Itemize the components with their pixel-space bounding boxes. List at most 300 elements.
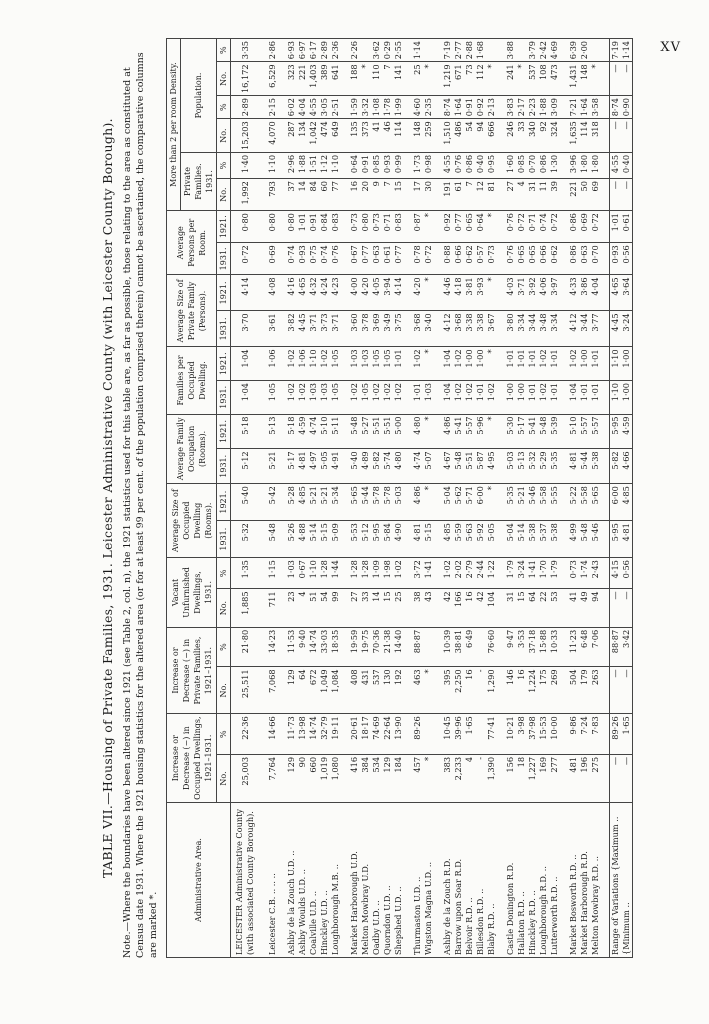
sub-1921: 1921.	[217, 347, 231, 381]
table-cell: 5·95	[610, 521, 622, 558]
table-cell: 5·82	[610, 449, 622, 484]
table-cell: 0·86	[464, 152, 475, 178]
spacer-cell	[560, 414, 568, 449]
table-cell: 16,172	[231, 62, 260, 96]
table-cell: 4·20	[360, 275, 371, 311]
spacer-cell	[259, 803, 267, 958]
row-spacer	[341, 39, 349, 958]
table-cell: 3·48	[538, 311, 549, 347]
table-cell: 1·35	[231, 558, 260, 589]
table-cell: 4	[297, 589, 308, 627]
table-cell: 191	[442, 179, 453, 211]
table-cell: 0·91	[308, 211, 319, 243]
spacer-cell	[341, 627, 349, 667]
spacer-cell	[497, 179, 505, 211]
table-cell: *	[486, 211, 497, 243]
table-cell: 16	[464, 589, 475, 627]
table-cell: 4·18	[453, 275, 464, 311]
table-cell: 60	[319, 179, 330, 211]
table-cell: 269	[549, 667, 560, 714]
table-cell: —	[610, 119, 622, 153]
spacer-cell	[259, 449, 267, 484]
table-cell: 1·79	[505, 558, 516, 589]
table-cell: 8·74	[442, 96, 453, 119]
table-cell: 41	[568, 589, 579, 627]
spacer-cell	[341, 211, 349, 243]
table-cell: 537	[371, 667, 382, 714]
table-cell: 5·65	[349, 484, 360, 521]
area-name: Range of Variations {Maximum ..	[610, 803, 622, 958]
spacer-cell	[434, 96, 442, 119]
table-cell: 7,764	[267, 754, 278, 802]
table-cell: 129	[382, 754, 393, 802]
table-cell: 1,635	[568, 119, 579, 153]
table-cell: *	[486, 347, 497, 381]
spacer-cell	[560, 714, 568, 755]
table-cell: 5·27	[360, 414, 371, 449]
table-cell: 1·00	[475, 347, 486, 381]
table-cell: *	[423, 754, 434, 802]
area-name: Quorndon U.D. ..	[382, 803, 393, 958]
table-cell: 0·71	[527, 211, 538, 243]
sub-1931: 1931.	[217, 521, 231, 558]
table-cell: 1·00	[579, 347, 590, 381]
spacer-cell	[259, 414, 267, 449]
table-row	[464, 39, 475, 958]
table-cell: 3·24	[516, 558, 527, 589]
table-cell: 11·23	[568, 627, 579, 667]
table-cell: 4·23	[330, 275, 341, 311]
table-cell: 1,390	[486, 754, 497, 802]
sub-1921: 1921.	[217, 211, 231, 243]
table-row	[516, 39, 527, 958]
table-cell	[423, 39, 434, 62]
table-cell: 277	[549, 754, 560, 802]
spacer-cell	[259, 521, 267, 558]
table-cell: 1·02	[371, 380, 382, 414]
table-cell: 641	[330, 62, 341, 96]
table-cell: 5·03	[393, 484, 404, 521]
table-cell: 1·28	[319, 558, 330, 589]
table-cell: 649	[330, 119, 341, 153]
table-cell: 1·01	[590, 347, 601, 381]
spacer-cell	[259, 179, 267, 211]
table-cell: 0·75	[308, 243, 319, 275]
table-cell: 0·66	[538, 243, 549, 275]
table-cell: 1,224	[527, 667, 538, 714]
table-cell: 188	[349, 62, 360, 96]
spacer-cell	[560, 119, 568, 153]
table-cell: 7,068	[267, 667, 278, 714]
table-cell: 19·59	[349, 627, 360, 667]
spacer-cell	[404, 96, 412, 119]
table-cell: 7·19	[610, 39, 622, 62]
table-cell: 89·26	[610, 714, 622, 755]
table-cell: 1,049	[319, 667, 330, 714]
table-cell: 5·13	[516, 449, 527, 484]
table-cell: 0·91	[360, 152, 371, 178]
table-cell: 1·30	[549, 152, 560, 178]
spacer-cell	[404, 347, 412, 381]
table-cell: 1·01	[516, 347, 527, 381]
table-cell: 1·02	[382, 380, 393, 414]
table-cell: 3·68	[453, 311, 464, 347]
sub-no-1931: No.	[217, 119, 231, 153]
table-cell: 1·05	[267, 380, 278, 414]
table-cell: 4·80	[412, 414, 423, 449]
table-cell: 0·74	[538, 211, 549, 243]
table-cell: 5·05	[486, 521, 497, 558]
spacer-cell	[560, 62, 568, 96]
table-cell: 2·51	[330, 96, 341, 119]
table-cell: 5·18	[231, 414, 260, 449]
table-cell: 5·40	[231, 484, 260, 521]
table-cell: 9·86	[568, 714, 579, 755]
table-cell: 0·65	[464, 211, 475, 243]
table-cell: 0·65	[516, 243, 527, 275]
spacer-cell	[434, 627, 442, 667]
area-name: Blaby R.D. ..	[486, 803, 497, 958]
spacer-cell	[434, 714, 442, 755]
page-number: XV	[660, 40, 681, 55]
spacer-cell	[497, 62, 505, 96]
table-cell: 1·15	[267, 558, 278, 589]
table-cell: 146	[505, 667, 516, 714]
table-cell: 1,080	[330, 754, 341, 802]
spacer-cell	[601, 311, 610, 347]
table-cell: 4·24	[319, 275, 330, 311]
table-cell: 2·17	[516, 96, 527, 119]
spacer-cell	[404, 589, 412, 627]
table-cell: 5·04	[442, 484, 453, 521]
table-cell: 0·83	[330, 211, 341, 243]
table-cell: 134	[297, 119, 308, 153]
table-cell: 4·55	[442, 152, 453, 178]
spacer-cell	[497, 211, 505, 243]
table-cell: 22·36	[231, 714, 260, 755]
table-cell: 61	[453, 179, 464, 211]
table-cell: 5·58	[579, 484, 590, 521]
table-cell: 1·02	[453, 347, 464, 381]
table-cell: 6·17	[308, 39, 319, 62]
table-cell: 1·00	[621, 347, 633, 381]
spacer-cell	[278, 803, 286, 958]
table-cell: 246	[505, 119, 516, 153]
table-cell: 25,003	[231, 754, 260, 802]
table-cell: 6·02	[286, 96, 297, 119]
table-cell: 3·72	[412, 558, 423, 589]
table-cell: 5·74	[382, 449, 393, 484]
table-cell: 25	[412, 62, 423, 96]
table-cell: 5·14	[516, 521, 527, 558]
table-cell: 0·63	[579, 243, 590, 275]
table-cell: 0·73	[349, 211, 360, 243]
table-cell: 2·23	[527, 96, 538, 119]
table-cell: 1,290	[486, 667, 497, 714]
table-cell: 1·06	[297, 347, 308, 381]
table-cell: *	[423, 62, 434, 96]
header-vacant: Vacant Unfurnished Dwellings, 1931.	[167, 558, 217, 628]
table-cell: 1·03	[349, 347, 360, 381]
table-cell: 7	[382, 179, 393, 211]
table-cell	[475, 627, 486, 667]
table-cell: 4·03	[505, 275, 516, 311]
table-cell: 395	[442, 667, 453, 714]
table-cell: 0·76	[505, 211, 516, 243]
table-cell: 0·87	[412, 211, 423, 243]
table-cell: 5·48	[453, 449, 464, 484]
spacer-cell	[497, 803, 505, 958]
table-cell: 54	[464, 119, 475, 153]
table-cell: 3·83	[505, 96, 516, 119]
table-cell: 287	[286, 119, 297, 153]
table-cell: 14·74	[308, 714, 319, 755]
table-row	[360, 39, 371, 958]
table-cell: 5·63	[464, 521, 475, 558]
spacer-cell	[601, 39, 610, 62]
table-cell: 5·14	[308, 521, 319, 558]
spacer-cell	[601, 589, 610, 627]
table-cell: 1·05	[382, 347, 393, 381]
table-cell: 0·56	[621, 558, 633, 589]
spacer-cell	[278, 754, 286, 802]
spacer-cell	[560, 521, 568, 558]
area-name: Leicester C.B. .. .. ..	[267, 803, 278, 958]
spacer-cell	[404, 39, 412, 62]
table-cell: 30	[423, 179, 434, 211]
spacer-cell	[497, 39, 505, 62]
spacer-cell	[434, 380, 442, 414]
spacer-cell	[259, 627, 267, 667]
table-cell: 76·60	[486, 627, 497, 667]
table-cell: 4·55	[610, 152, 622, 178]
header-more-than-2: More than 2 per room Density.	[167, 39, 181, 211]
table-cell: 1·06	[267, 347, 278, 381]
spacer-cell	[278, 243, 286, 275]
table-cell: 1·01	[393, 347, 404, 381]
table-cell: 0·65	[527, 243, 538, 275]
spacer-cell	[497, 627, 505, 667]
table-cell	[516, 39, 527, 62]
spacer-cell	[601, 347, 610, 381]
table-cell: 3·97	[549, 275, 560, 311]
table-cell: 69	[590, 179, 601, 211]
spacer-cell	[497, 311, 505, 347]
table-cell: 5·35	[549, 449, 560, 484]
table-cell: 1·02	[453, 380, 464, 414]
table-cell: 4·80	[393, 449, 404, 484]
table-cell: 2·55	[393, 39, 404, 62]
table-cell: 94	[475, 119, 486, 153]
spacer-cell	[497, 414, 505, 449]
table-cell: 2·77	[453, 39, 464, 62]
table-cell: 0·29	[382, 39, 393, 62]
table-cell: 0·56	[621, 243, 633, 275]
table-cell: 32·79	[319, 714, 330, 755]
row-spacer	[434, 39, 442, 958]
table-cell: 11	[538, 179, 549, 211]
spacer-cell	[497, 152, 505, 178]
spacer-cell	[278, 275, 286, 311]
table-body	[231, 39, 633, 958]
table-cell: 1·01	[412, 380, 423, 414]
table-cell: 0·69	[267, 243, 278, 275]
table-cell: 27	[349, 589, 360, 627]
spacer-cell	[278, 714, 286, 755]
spacer-cell	[259, 152, 267, 178]
table-cell: 90	[297, 754, 308, 802]
table-cell: 4·89	[360, 449, 371, 484]
spacer-cell	[341, 667, 349, 714]
table-cell: 42	[442, 589, 453, 627]
table-cell: 1·02	[538, 380, 549, 414]
table-cell: 259	[423, 119, 434, 153]
table-cell: 793	[267, 179, 278, 211]
table-cell: 1·04	[231, 347, 260, 381]
table-cell: 3·40	[423, 311, 434, 347]
row-spacer	[560, 39, 568, 958]
table-row	[423, 39, 434, 958]
spacer-cell	[404, 152, 412, 178]
table-cell: 5·48	[579, 521, 590, 558]
table-cell: 5·13	[267, 414, 278, 449]
table-cell: 54	[319, 589, 330, 627]
table-cell: 9	[371, 179, 382, 211]
table-cell: 5·51	[371, 414, 382, 449]
table-cell: 2·35	[423, 96, 434, 119]
table-cell: 10·00	[549, 714, 560, 755]
table-cell: 0·73	[371, 211, 382, 243]
spacer-cell	[434, 414, 442, 449]
table-cell: 1·04	[442, 347, 453, 381]
table-cell: 1·02	[349, 380, 360, 414]
table-cell: 4·97	[308, 449, 319, 484]
table-cell: 4·95	[486, 449, 497, 484]
spacer-cell	[341, 275, 349, 311]
table-cell: 1·05	[371, 347, 382, 381]
table-cell: 3·92	[527, 275, 538, 311]
table-cell: 10·45	[442, 714, 453, 755]
table-cell: 3·77	[590, 311, 601, 347]
sub-1921: 1921.	[217, 275, 231, 311]
table-cell: 14	[371, 589, 382, 627]
table-cell: 5·21	[267, 449, 278, 484]
spacer-cell	[278, 152, 286, 178]
table-cell: 5·84	[382, 521, 393, 558]
table-cell: 5·92	[475, 521, 486, 558]
table-cell: 6·48	[579, 627, 590, 667]
table-cell: 148	[579, 62, 590, 96]
table-cell: 6·00	[610, 484, 622, 521]
table-row	[579, 39, 590, 958]
spacer-cell	[601, 449, 610, 484]
table-cell: 46	[382, 119, 393, 153]
table-cell: 5·15	[423, 521, 434, 558]
table-cell: 5·05	[319, 449, 330, 484]
table-cell: 10·39	[442, 627, 453, 667]
table-cell: —	[610, 754, 622, 802]
table-cell: —	[621, 179, 633, 211]
table-cell: 3·34	[516, 311, 527, 347]
table-cell: 4·04	[590, 275, 601, 311]
spacer-cell	[434, 803, 442, 958]
spacer-cell	[601, 667, 610, 714]
table-cell: 5·51	[382, 414, 393, 449]
table-cell: 0·76	[453, 152, 464, 178]
spacer-cell	[497, 754, 505, 802]
table-cell: 504	[568, 667, 579, 714]
spacer-cell	[341, 449, 349, 484]
spacer-cell	[278, 558, 286, 589]
table-cell: *	[423, 484, 434, 521]
table-cell: 14	[297, 179, 308, 211]
table-cell: 1·98	[382, 558, 393, 589]
table-cell: 3·71	[330, 311, 341, 347]
table-cell: 5·38	[549, 521, 560, 558]
spacer-cell	[341, 96, 349, 119]
spacer-cell	[259, 754, 267, 802]
sub-1931: 1931.	[217, 449, 231, 484]
spacer-cell	[278, 211, 286, 243]
table-cell: 184	[393, 754, 404, 802]
table-cell: 3·60	[349, 311, 360, 347]
table-row	[393, 39, 404, 958]
sub-1931: 1931.	[217, 380, 231, 414]
table-cell: 5·55	[549, 484, 560, 521]
table-note: Note.—Where the boundaries have been altered since 1921 (see Table 2, col. n), the 1921 statistics used for this table are, as far as possible, those relating to the area as constituted at Census date 1931. Where the 1921 housing statistics for the altered area (or for at least 99 per cent. of the population comprised therein) cannot be ascertained, the comparative columns are marked *.	[122, 52, 159, 958]
table-cell: 38	[412, 589, 423, 627]
table-cell: 15·53	[538, 714, 549, 755]
table-cell: 660	[308, 754, 319, 802]
table-cell: 5·12	[231, 449, 260, 484]
table-cell: 0·67	[349, 243, 360, 275]
spacer-cell	[341, 754, 349, 802]
spacer-cell	[259, 347, 267, 381]
table-cell: 3·94	[382, 275, 393, 311]
table-cell: 4·59	[297, 414, 308, 449]
table-cell: 1·10	[308, 347, 319, 381]
table-cell: 324	[549, 119, 560, 153]
spacer-cell	[278, 484, 286, 521]
table-cell: -	[475, 754, 486, 802]
table-cell: *	[423, 211, 434, 243]
spacer-cell	[434, 39, 442, 62]
spacer-cell	[560, 96, 568, 119]
sub-1931: 1931.	[217, 311, 231, 347]
table-cell: 0·72	[231, 243, 260, 275]
table-cell: 0·86	[568, 211, 579, 243]
spacer-cell	[434, 152, 442, 178]
area-name: Ashby Woulds U.D. ..	[297, 803, 308, 958]
table-cell: 0·80	[286, 211, 297, 243]
table-cell: —	[610, 589, 622, 627]
area-name: Ashby de la Zouch R.D.	[442, 803, 453, 958]
table-cell: 1·80	[590, 152, 601, 178]
table-cell: 0·83	[393, 211, 404, 243]
spacer-cell	[404, 803, 412, 958]
header-fam-per-dwelling: Families per Occupied Dwelling.	[167, 347, 217, 414]
table-cell: 5·78	[382, 484, 393, 521]
table-cell: 383	[442, 754, 453, 802]
table-cell: 1·70	[538, 558, 549, 589]
table-cell: 7·06	[590, 627, 601, 667]
spacer-cell	[341, 62, 349, 96]
table-cell: 431	[360, 667, 371, 714]
spacer-cell	[278, 119, 286, 153]
table-cell: 6,529	[267, 62, 278, 96]
table-cell: 3·86	[579, 275, 590, 311]
table-cell: 1·01	[590, 380, 601, 414]
